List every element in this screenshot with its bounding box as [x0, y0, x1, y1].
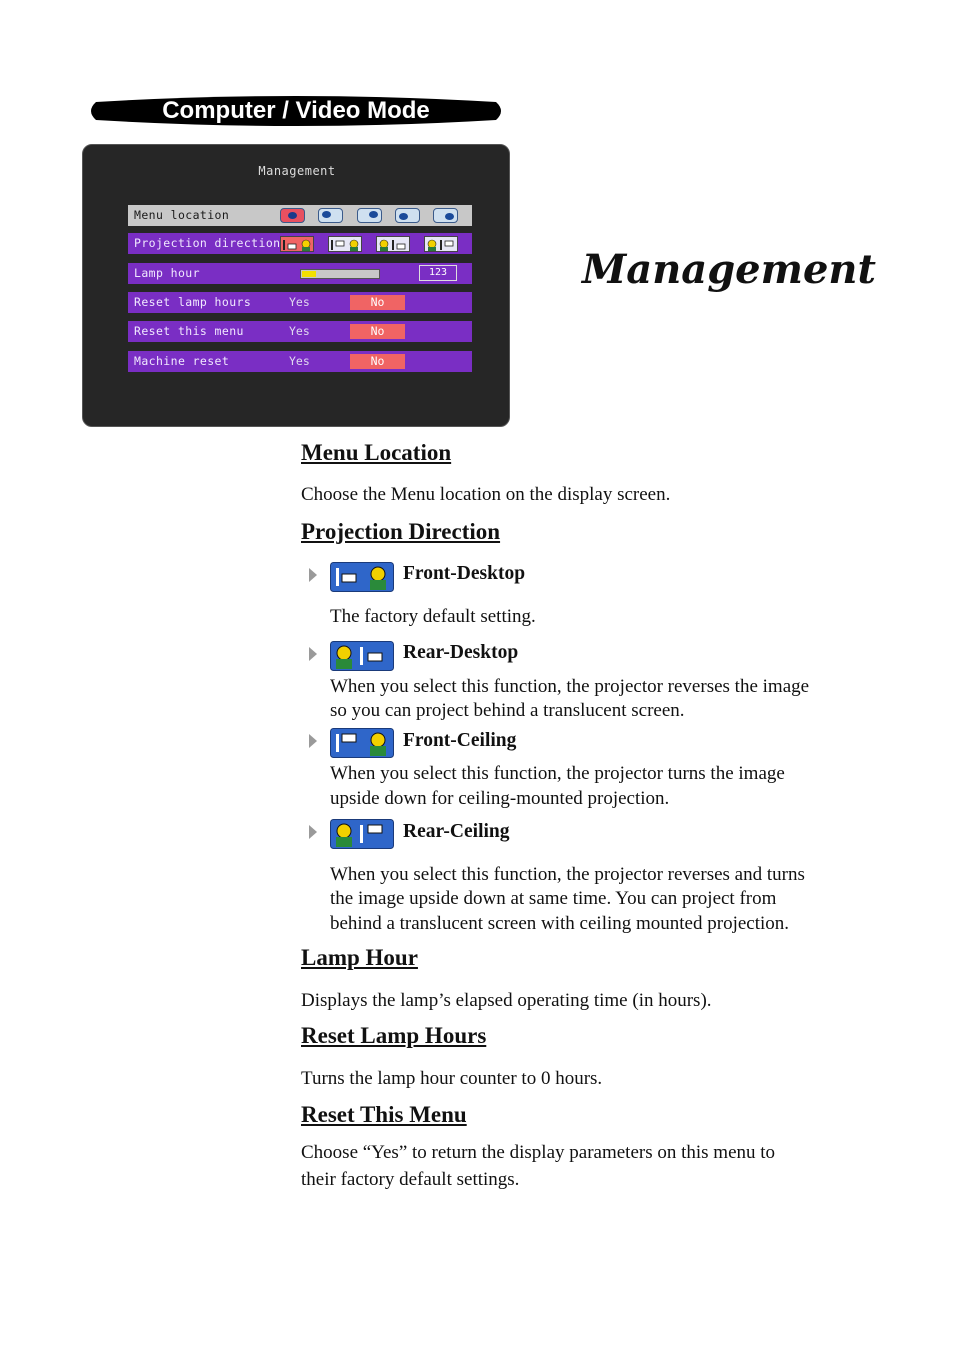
- text-lamp-hour: Displays the lamp’s elapsed operating time (in hours).: [301, 990, 712, 1011]
- text-rear-desktop-line1: When you select this function, the projector reverses the image: [330, 676, 810, 697]
- bullet-arrow-icon: [309, 825, 317, 839]
- osd-row-label: Reset lamp hours: [134, 295, 252, 309]
- text-reset-this-menu-line2: their factory default settings.: [301, 1169, 520, 1190]
- text-rear-ceiling-line3: behind a translucent screen with ceiling mounted projection.: [330, 913, 790, 934]
- heading-reset-lamp-hours: Reset Lamp Hours: [301, 1023, 487, 1048]
- osd-row-label: Reset this menu: [134, 324, 244, 338]
- osd-row-label: Lamp hour: [134, 266, 200, 280]
- bullet-arrow-icon: [309, 568, 317, 582]
- front-ceiling-icon: [330, 728, 394, 758]
- text-reset-this-menu-line1: Choose “Yes” to return the display parameters on this menu to: [301, 1142, 776, 1163]
- rear-ceiling-icon: [330, 819, 394, 849]
- subheading-front-ceiling: Front-Ceiling: [403, 730, 517, 751]
- heading-lamp-hour: Lamp Hour: [301, 945, 418, 970]
- text-menu-location: Choose the Menu location on the display screen.: [301, 484, 671, 505]
- heading-reset-this-menu: Reset This Menu: [301, 1102, 467, 1127]
- yes-option[interactable]: Yes: [289, 354, 310, 368]
- menu-location-top-right-icon[interactable]: [357, 208, 382, 223]
- lamp-hour-bar: [300, 269, 380, 279]
- osd-row-reset-this-menu[interactable]: [128, 321, 472, 342]
- menu-location-bottom-left-icon[interactable]: [395, 208, 420, 223]
- text-rear-ceiling-line1: When you select this function, the projector reverses and turns: [330, 864, 805, 885]
- no-option[interactable]: No: [350, 295, 405, 310]
- osd-row-machine-reset[interactable]: [128, 351, 472, 372]
- subheading-rear-desktop: Rear-Desktop: [403, 642, 519, 663]
- menu-location-top-left-icon[interactable]: [318, 208, 343, 223]
- bullet-arrow-icon: [309, 647, 317, 661]
- lamp-hour-bar-fill: [302, 271, 316, 277]
- rear-desktop-icon: [330, 641, 394, 671]
- subheading-rear-ceiling: Rear-Ceiling: [403, 821, 510, 842]
- no-option[interactable]: No: [350, 354, 405, 369]
- banner-title: Computer / Video Mode: [162, 97, 430, 124]
- osd-menu: [82, 144, 510, 427]
- osd-row-projection-direction[interactable]: [128, 233, 472, 254]
- no-option[interactable]: No: [350, 324, 405, 339]
- osd-title: Management: [258, 164, 336, 178]
- text-front-ceiling-line2: upside down for ceiling-mounted projection.: [330, 788, 670, 809]
- heading-projection-direction: Projection Direction: [301, 519, 501, 544]
- lamp-hour-count: 123: [419, 265, 457, 281]
- bullet-arrow-icon: [309, 734, 317, 748]
- text-reset-lamp-hours: Turns the lamp hour counter to 0 hours.: [301, 1068, 603, 1089]
- osd-row-label: Menu location: [134, 208, 230, 222]
- front-desktop-icon: [330, 562, 394, 592]
- yes-option[interactable]: Yes: [289, 324, 310, 338]
- rear-ceiling-icon[interactable]: [424, 236, 458, 252]
- osd-row-reset-lamp-hours[interactable]: [128, 292, 472, 313]
- menu-location-center-icon[interactable]: [280, 208, 305, 223]
- front-ceiling-icon[interactable]: [328, 236, 362, 252]
- text-front-desktop: The factory default setting.: [330, 606, 536, 627]
- osd-row-lamp-hour: [128, 263, 472, 284]
- menu-location-bottom-right-icon[interactable]: [433, 208, 458, 223]
- text-rear-ceiling-line2: the image upside down at same time. You can project from: [330, 888, 777, 909]
- rear-desktop-icon[interactable]: [376, 236, 410, 252]
- page-title: Management: [582, 246, 876, 293]
- osd-row-label: Machine reset: [134, 354, 230, 368]
- front-desktop-icon[interactable]: [280, 236, 314, 252]
- subheading-front-desktop: Front-Desktop: [403, 563, 526, 584]
- osd-row-label: Projection direction: [134, 236, 281, 250]
- osd-row-menu-location[interactable]: [128, 205, 472, 226]
- mode-banner: [88, 94, 504, 128]
- heading-menu-location: Menu Location: [301, 440, 452, 465]
- text-rear-desktop-line2: so you can project behind a translucent screen.: [330, 700, 685, 721]
- yes-option[interactable]: Yes: [289, 295, 310, 309]
- text-front-ceiling-line1: When you select this function, the projector turns the image: [330, 763, 785, 784]
